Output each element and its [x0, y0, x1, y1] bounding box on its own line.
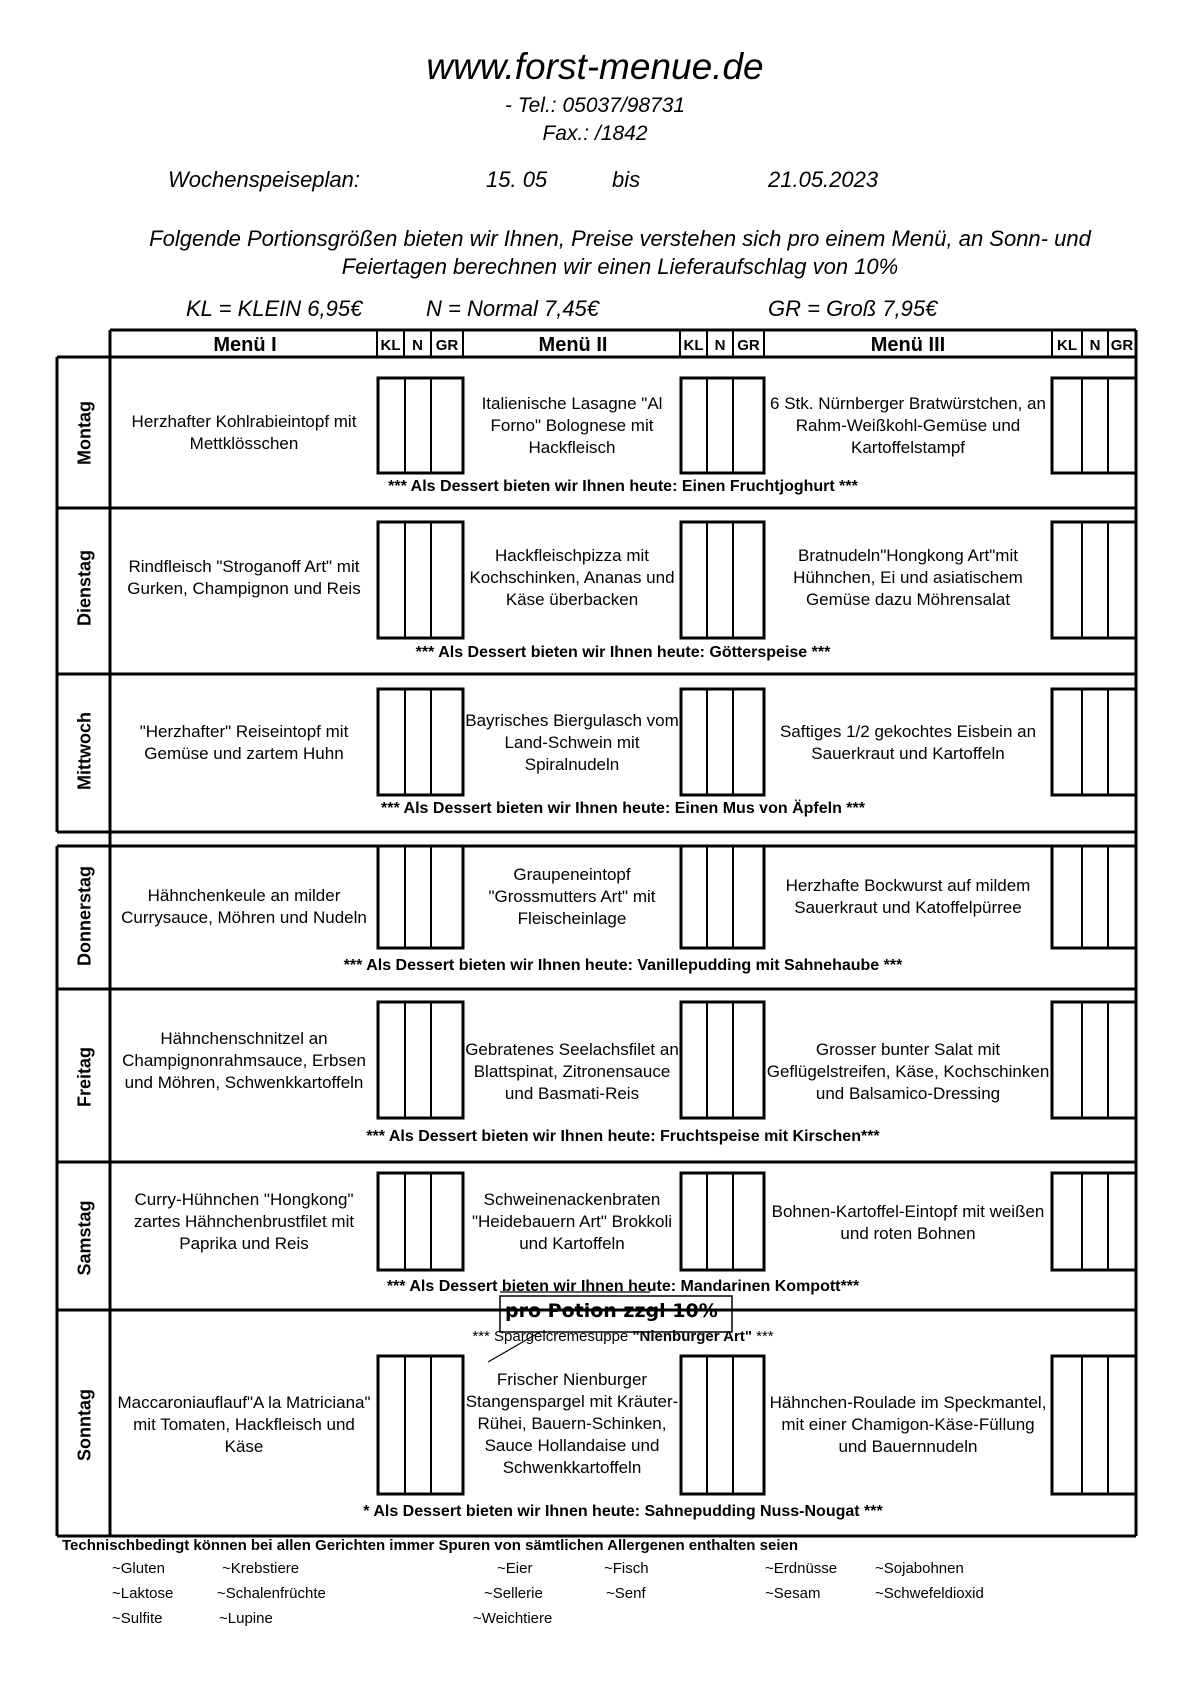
order-size-boxes [681, 846, 764, 948]
day-label-mittwoch: Mittwoch [74, 712, 95, 790]
day-label-samstag: Samstag [74, 1200, 95, 1276]
sonntag-menu2: Frischer Nienburger Stangenspargel mit Kräuter-Rühei, Bauern-Schinken, Sauce Hollandaise und Schwenkkartoffeln [465, 1370, 679, 1477]
montag-menu1: Herzhafter Kohlrabieintopf mit Mettklösschen [131, 412, 357, 453]
allergen-disclaimer: Technischbedingt können bei allen Gerichten immer Spuren von sämtlichen Allergenen enthalten seien [62, 1537, 798, 1554]
sonntag-soup-suffix: *** [751, 1328, 774, 1345]
day-label-freitag: Freitag [74, 1046, 95, 1108]
order-size-boxes [681, 522, 764, 638]
phone-number: - Tel.: 05037/98731 [504, 94, 686, 117]
donnerstag-dessert: *** Als Dessert bieten wir Ihnen heute: Vanillepudding mit Sahnehaube *** [343, 957, 903, 974]
order-size-boxes [378, 1002, 463, 1118]
allergen-item: ~Erdnüsse [765, 1560, 838, 1577]
order-size-boxes [1052, 378, 1136, 473]
samstag-dessert: *** Als Dessert bieten wir Ihnen heute: Mandarinen Kompott*** [386, 1278, 860, 1295]
sonntag-dessert: * Als Dessert bieten wir Ihnen heute: Sahnepudding Nuss-Nougat *** [363, 1503, 883, 1520]
portion-info-line-2: Feiertagen berechnen wir einen Lieferaufschlag von 10% [341, 254, 899, 279]
allergen-item: ~Lupine [219, 1610, 273, 1627]
freitag-menu1: Hähnchenschnitzel an Champignonrahmsauce, Erbsen und Möhren, Schwenkkartoffeln [122, 1029, 366, 1092]
fax-number: Fax.: /1842 [542, 122, 648, 145]
sonntag-soup-prefix: *** Spargelcremesuppe [472, 1328, 633, 1345]
order-size-boxes [1052, 1173, 1136, 1270]
menu2-size-gr-header: GR [737, 337, 760, 354]
order-size-boxes [681, 1173, 764, 1270]
sonntag-menu3: Hähnchen-Roulade im Speckmantel, mit einer Chamigon-Käse-Füllung und Bauernnudeln [769, 1393, 1047, 1456]
menu1-size-n-header: N [412, 337, 423, 354]
order-size-boxes [1052, 1002, 1136, 1118]
price-large: GR = Groß 7,95€ [768, 296, 938, 321]
allergen-item: ~Sellerie [484, 1585, 543, 1602]
menu1-size-gr-header: GR [435, 337, 459, 354]
order-size-boxes [378, 1356, 463, 1494]
dienstag-dessert: *** Als Dessert bieten wir Ihnen heute: Götterspeise *** [415, 644, 831, 661]
order-size-boxes [1052, 522, 1136, 638]
order-size-boxes [378, 1173, 463, 1270]
allergen-item: ~Eier [497, 1560, 533, 1577]
order-size-boxes [1052, 689, 1136, 795]
menu2-size-n-header: N [714, 337, 726, 354]
order-size-boxes [378, 378, 463, 473]
menu1-header: Menü I [213, 334, 277, 356]
day-label-dienstag: Dienstag [74, 549, 95, 627]
sonntag-surcharge-note: pro Potion zzgl 10% [505, 1300, 718, 1322]
allergen-item: ~Sojabohnen [875, 1560, 964, 1577]
day-label-sonntag: Sonntag [74, 1389, 95, 1461]
order-size-boxes [681, 1356, 764, 1494]
website-url: www.forst-menue.de [426, 46, 764, 87]
order-size-boxes [378, 689, 463, 795]
freitag-menu2: Gebratenes Seelachsfilet an Blattspinat, Zitronensauce und Basmati-Reis [465, 1040, 679, 1103]
plan-end-date: 21.05.2023 [768, 167, 879, 192]
allergen-item: ~Schalenfrüchte [217, 1585, 326, 1602]
dienstag-menu3: Bratnudeln"Hongkong Art"mit Hühnchen, Ei und asiatischem Gemüse dazu Möhrensalat [793, 546, 1023, 609]
plan-start-date: 15. 05 [486, 167, 548, 192]
donnerstag-menu3: Herzhafte Bockwurst auf mildem Sauerkraut und Katoffelpürree [785, 876, 1031, 917]
montag-menu3: 6 Stk. Nürnberger Bratwürstchen, an Rahm-Weißkohl-Gemüse und Kartoffelstampf [770, 394, 1046, 457]
day-label-donnerstag: Donnerstag [74, 865, 95, 967]
mittwoch-menu2: Bayrisches Biergulasch vom Land-Schwein mit Spiralnudeln [465, 711, 679, 774]
donnerstag-menu2: Graupeneintopf "Grossmutters Art" mit Fleischeinlage [488, 865, 656, 928]
day-label-montag: Montag [74, 401, 95, 465]
order-size-boxes [681, 1002, 764, 1118]
menu3-size-gr-header: GR [1110, 337, 1134, 354]
plan-label: Wochenspeiseplan: [168, 167, 361, 192]
sonntag-soup-name: "Nienburger Art" [632, 1328, 752, 1345]
order-size-boxes [378, 846, 463, 948]
samstag-menu2: Schweinenackenbraten "Heidebauern Art" Brokkoli und Kartoffeln [471, 1190, 673, 1253]
freitag-menu3: Grosser bunter Salat mit Geflügelstreifen, Käse, Kochschinken und Balsamico-Dressing [766, 1040, 1050, 1103]
donnerstag-menu1: Hähnchenkeule an milder Currysauce, Möhren und Nudeln [121, 886, 367, 927]
samstag-menu3: Bohnen-Kartoffel-Eintopf mit weißen und roten Bohnen [771, 1202, 1045, 1243]
dienstag-menu2: Hackfleischpizza mit Kochschinken, Ananas und Käse überbacken [469, 546, 675, 609]
menu3-size-kl-header: KL [1057, 337, 1077, 354]
menu3-size-n-header: N [1089, 337, 1101, 354]
portion-info-line-1: Folgende Portionsgrößen bieten wir Ihnen, Preise verstehen sich pro einem Menü, an Sonn- und [149, 226, 1091, 251]
mittwoch-dessert: *** Als Dessert bieten wir Ihnen heute: Einen Mus von Äpfeln *** [381, 800, 865, 817]
mittwoch-menu1: "Herzhafter" Reiseintopf mit Gemüse und zartem Huhn [139, 722, 349, 763]
order-size-boxes [1052, 1356, 1136, 1494]
allergen-item: ~Schwefeldioxid [875, 1585, 984, 1602]
allergen-item: ~Sulfite [112, 1610, 163, 1627]
plan-to-word: bis [612, 167, 641, 192]
allergen-item: ~Gluten [112, 1560, 165, 1577]
order-size-boxes [1052, 846, 1136, 948]
montag-dessert: *** Als Dessert bieten wir Ihnen heute: Einen Fruchtjoghurt *** [388, 478, 858, 495]
order-size-boxes [378, 522, 463, 638]
order-size-boxes [681, 689, 764, 795]
allergen-item: ~Laktose [112, 1585, 174, 1602]
samstag-menu1: Curry-Hühnchen "Hongkong" zartes Hähnchenbrustfilet mit Paprika und Reis [133, 1190, 355, 1253]
mittwoch-menu3: Saftiges 1/2 gekochtes Eisbein an Sauerkraut und Kartoffeln [779, 722, 1037, 763]
allergen-item: ~Krebstiere [222, 1560, 300, 1577]
allergen-item: ~Weichtiere [473, 1610, 553, 1627]
menu2-size-kl-header: KL [683, 337, 704, 354]
sonntag-soup [110, 1328, 1136, 1345]
montag-menu2: Italienische Lasagne "Al Forno" Bolognese mit Hackfleisch [481, 394, 663, 457]
price-small: KL = KLEIN 6,95€ [186, 296, 363, 321]
allergen-item: ~Sesam [765, 1585, 821, 1602]
menu3-header: Menü III [870, 334, 946, 356]
menu1-size-kl-header: KL [380, 337, 401, 354]
price-normal: N = Normal 7,45€ [426, 296, 600, 321]
freitag-dessert: *** Als Dessert bieten wir Ihnen heute: Fruchtspeise mit Kirschen*** [366, 1128, 880, 1145]
allergen-item: ~Fisch [604, 1560, 649, 1577]
allergen-item: ~Senf [606, 1585, 646, 1602]
order-size-boxes [681, 378, 764, 473]
menu2-header: Menü II [538, 334, 608, 356]
dienstag-menu1: Rindfleisch "Stroganoff Art" mit Gurken, Champignon und Reis [127, 557, 361, 598]
sonntag-menu1: Maccaroniauflauf"A la Matriciana" mit Tomaten, Hackfleisch und Käse [117, 1393, 371, 1456]
